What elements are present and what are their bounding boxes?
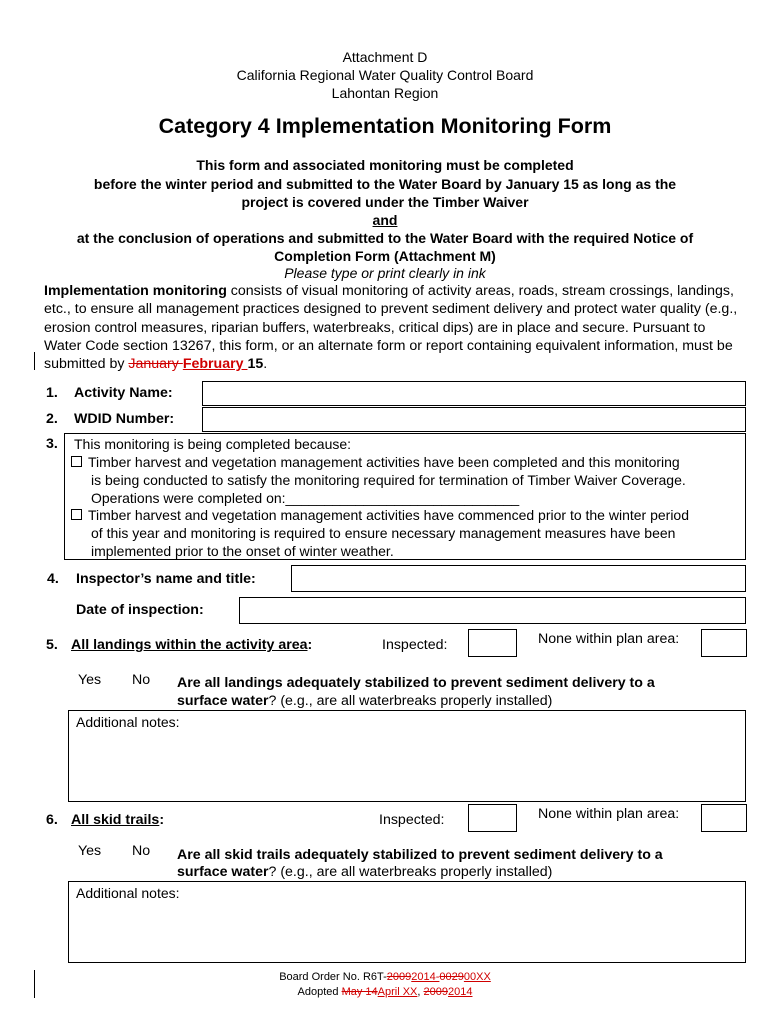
intro-end: .: [263, 356, 268, 373]
wdid-label: WDID Number:: [74, 411, 175, 427]
deleted-month: January: [128, 356, 183, 373]
print-note: Please type or print clearly in ink: [284, 265, 486, 281]
skid-yes[interactable]: Yes: [78, 843, 102, 859]
board-name: California Regional Water Quality Control Board: [236, 67, 534, 83]
board-order-number: [0, 970, 770, 985]
option-completed-text-1: Timber harvest and vegetation management activities have been completed and this monitoring: [88, 454, 680, 470]
year-ins: 2014: [448, 986, 473, 998]
instruction-line-5: Completion Form (Attachment M): [274, 248, 496, 264]
skid-inspected-label: Inspected:: [379, 812, 445, 828]
skid-trails-label: All skid trails: [71, 812, 160, 828]
skid-none-box[interactable]: [701, 804, 747, 832]
option-completed[interactable]: [71, 453, 680, 471]
activity-number: 1.: [46, 385, 58, 401]
option-commenced-text-2: of this year and monitoring is required to ensure necessary management measures have been: [91, 525, 676, 541]
adopted-prefix: Adopted: [297, 986, 342, 998]
landings-none-label: None within plan area:: [538, 631, 680, 647]
option-completed-checkbox[interactable]: [71, 456, 82, 467]
landings-colon: :: [307, 637, 313, 653]
activity-name-field[interactable]: [202, 381, 746, 406]
skid-none-label: None within plan area:: [538, 806, 680, 822]
instruction-line-4: at the conclusion of operations and submitted to the Water Board with the required Notice of: [76, 230, 694, 246]
inspector-field[interactable]: [291, 565, 746, 592]
landings-none-box[interactable]: [701, 629, 747, 657]
option-commenced[interactable]: [71, 506, 689, 524]
year-del: 2009: [423, 986, 448, 998]
operations-completed-date[interactable]: Operations were completed on:______________________________: [91, 490, 520, 506]
inspection-date-label: Date of inspection:: [76, 602, 204, 618]
landings-inspected-label: Inspected:: [382, 637, 448, 653]
skid-question-1: Are all skid trails adequately stabilized to prevent sediment delivery to a: [177, 847, 663, 863]
inspector-label: Inspector’s name and title:: [76, 571, 256, 587]
adopted-date: [0, 985, 770, 1000]
activity-name-label: Activity Name:: [74, 385, 173, 401]
skid-question-2: surface water: [177, 864, 269, 880]
wdid-field[interactable]: [202, 407, 746, 432]
attachment-label: Attachment D: [342, 49, 428, 65]
page-title: Category 4 Implementation Monitoring Form: [158, 114, 612, 138]
adopted-sep: ,: [417, 986, 424, 998]
section6-number: 6.: [46, 812, 58, 828]
landings-notes-box[interactable]: [68, 710, 746, 802]
monitoring-reason-heading: This monitoring is being completed because:: [74, 436, 352, 452]
skid-question-rest: ? (e.g., are all waterbreaks properly installed): [268, 864, 553, 880]
instruction-line-1: This form and associated monitoring must be completed: [196, 157, 574, 173]
landings-yes[interactable]: Yes: [78, 672, 102, 688]
instruction-and: [0, 211, 770, 229]
skid-trails-colon: :: [159, 812, 165, 828]
option-commenced-checkbox[interactable]: [71, 509, 82, 520]
landings-question-1: Are all landings adequately stabilized to prevent sediment delivery to a: [177, 675, 655, 691]
landings-question-rest: ? (e.g., are all waterbreaks properly installed): [268, 693, 553, 709]
instruction-line-3: project is covered under the Timber Waiver: [241, 194, 529, 210]
intro-lead: Implementation monitoring: [44, 283, 227, 299]
inserted-month: February: [182, 356, 248, 373]
order-prefix: Board Order No. R6T-: [279, 971, 387, 983]
option-commenced-text-3: implemented prior to the onset of winter weather.: [91, 543, 394, 559]
section5-number: 5.: [46, 637, 58, 653]
landings-inspected-box[interactable]: [468, 629, 517, 657]
landings-no[interactable]: No: [132, 672, 151, 688]
order-del-1: 2009: [386, 971, 412, 983]
skid-notes-label: Additional notes:: [76, 885, 180, 901]
inspection-date-field[interactable]: [239, 597, 746, 624]
adopted-ins: April XX: [377, 986, 418, 998]
section4-number: 4.: [47, 571, 59, 587]
order-del-2: 0029: [439, 971, 464, 983]
order-ins-1: 2014-: [411, 971, 440, 983]
option-completed-text-2: is being conducted to satisfy the monitoring required for termination of Timber Waiver Coverage.: [91, 472, 686, 488]
section3-number: 3.: [46, 436, 58, 452]
intro-body: consists of visual monitoring of activity areas, roads, stream crossings, landings, etc., to ensure all management practices designed to prevent sediment delivery and protect water quality (e.g., erosion control measures, riparian buffers, waterbreaks, critical dips) are in place and secure. Pursuant to Water Code section 13267, this form, or an alternate form or report containing equivalent information, must be submitted by: [44, 283, 738, 373]
change-bar: [34, 352, 35, 370]
order-ins-2: 00XX: [463, 971, 491, 983]
landings-question-2: surface water: [177, 693, 269, 709]
monitoring-reason-box: [64, 433, 746, 560]
wdid-number: 2.: [46, 411, 58, 427]
instruction-line-2: before the winter period and submitted to the Water Board by January 15 as long as the: [93, 176, 677, 192]
skid-notes-box[interactable]: [68, 881, 746, 963]
adopted-del: May 14: [341, 986, 378, 998]
intro-paragraph: [44, 282, 744, 373]
skid-no[interactable]: No: [132, 843, 151, 859]
skid-inspected-box[interactable]: [468, 804, 517, 832]
landings-label: All landings within the activity area: [71, 637, 308, 653]
instruction-and-text: and: [372, 212, 398, 228]
option-commenced-text-1: Timber harvest and vegetation management activities have commenced prior to the winter period: [88, 507, 690, 523]
due-day: 15: [247, 356, 264, 373]
region-name: Lahontan Region: [331, 85, 439, 101]
landings-notes-label: Additional notes:: [76, 714, 180, 730]
